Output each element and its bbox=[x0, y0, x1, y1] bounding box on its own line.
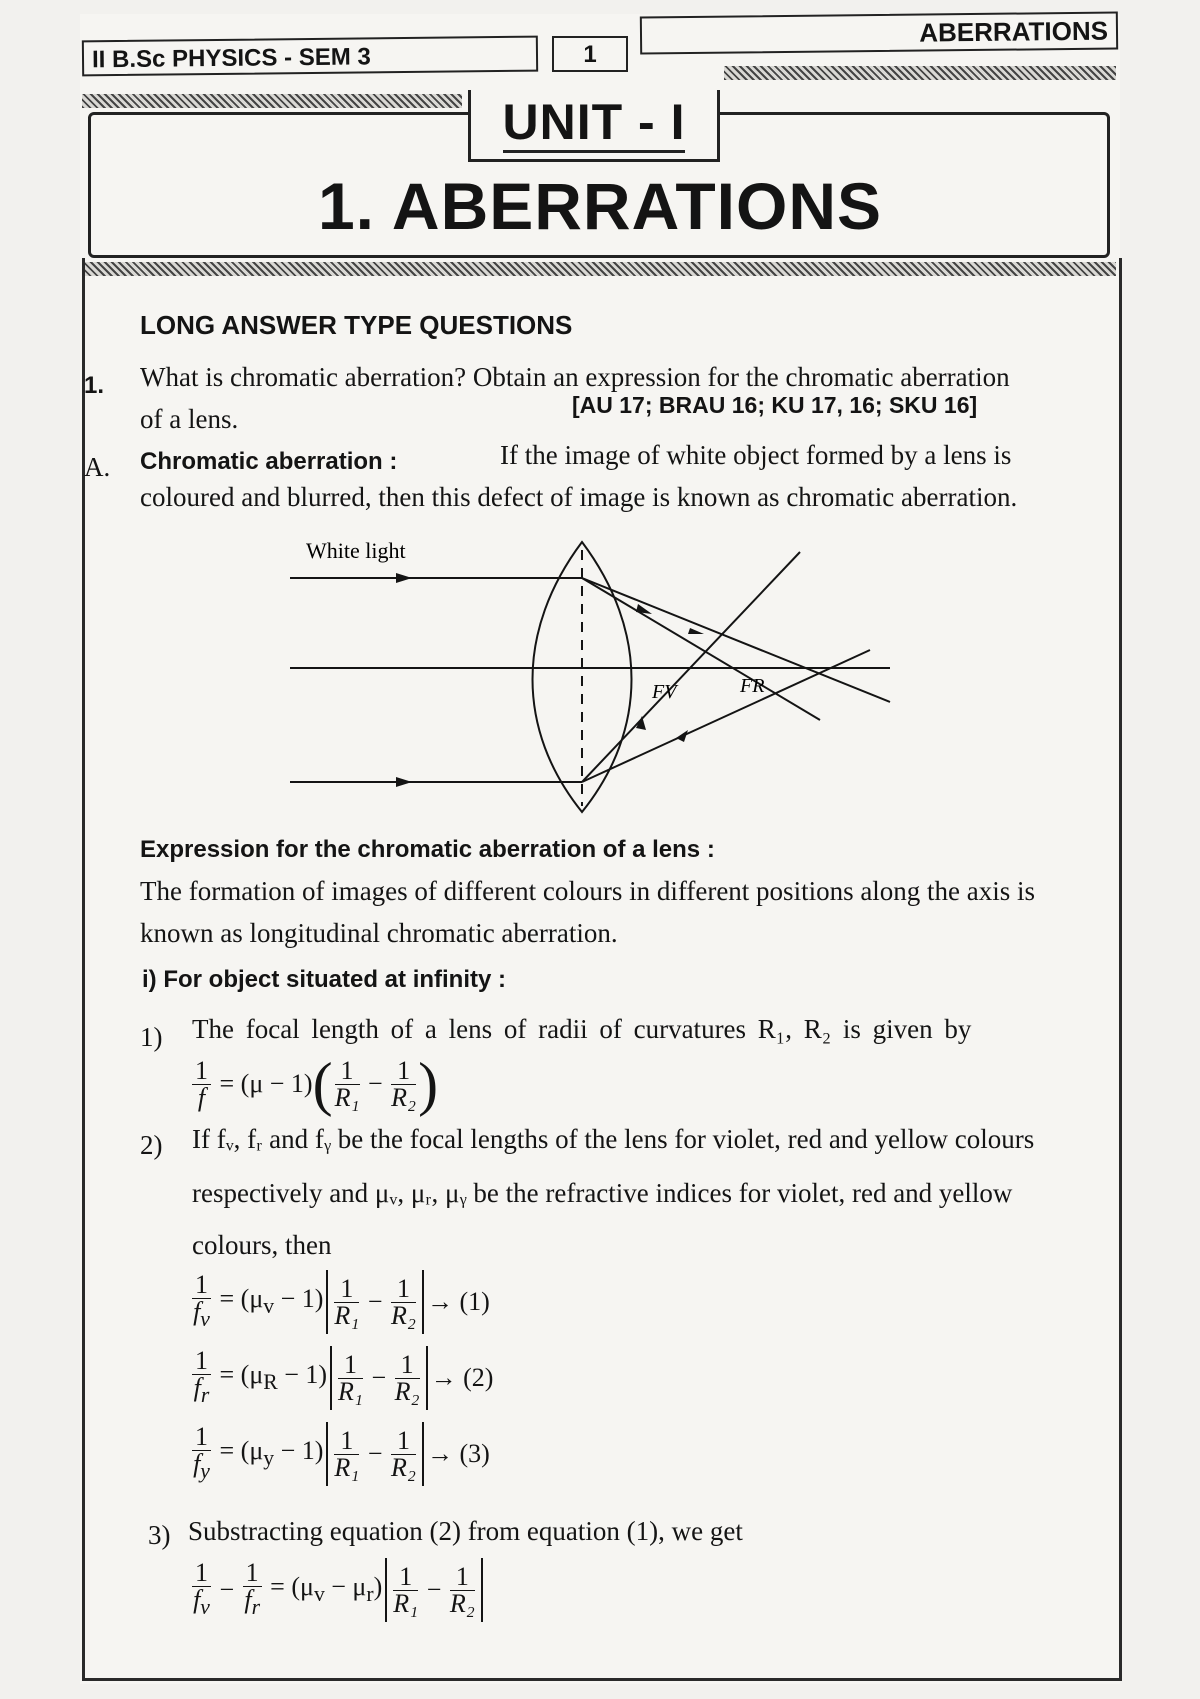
expression-heading: Expression for the chromatic aberration of a lens : bbox=[140, 836, 715, 863]
unit-label: UNIT - I bbox=[468, 90, 720, 162]
hatch-band-top-right bbox=[724, 66, 1116, 80]
header-chapter: ABERRATIONS bbox=[640, 11, 1118, 54]
step-3-text: Substracting equation (2) from equation (1), we get bbox=[188, 1516, 743, 1546]
equation-2-tag: → (2) bbox=[430, 1363, 494, 1392]
equation-1: $\frac{1}{f_v}$ = $(\mu_v - 1)$ $\frac{1}{\text{R₁}}$ − $\frac{1}{\text{R₂}}$ → (1) bbox=[190, 1270, 490, 1334]
expression-line-1: The formation of images of different colours in different positions along the axis is bbox=[140, 876, 1036, 906]
equation-focal-length: $\frac{1}{f}$ = (μ − 1) ( $\frac{1}{\text{R₁}}$ − $\frac{1}{\text{R₂}}$ ) bbox=[190, 1054, 438, 1114]
equation-1-tag: → (1) bbox=[426, 1287, 490, 1316]
answer-line-2: coloured and blurred, then this defect of image is known as chromatic aberration. bbox=[140, 482, 1018, 512]
equation-difference: $\frac{1}{f_v}$ − $\frac{1}{f_r}$ = $(\mu_v - \mu_r)$ $\frac{1}{\text{R₁}}$ − $\frac{1}{\text{R₂}}$ bbox=[190, 1558, 486, 1622]
refracted-violet-top bbox=[582, 578, 820, 720]
equation-2: $\frac{1}{f_r}$ = $(\mu_R - 1)$ $\frac{1}{\text{R₁}}$ − $\frac{1}{\text{R₂}}$ → (2) bbox=[190, 1346, 493, 1410]
step-2-line-3: colours, then bbox=[192, 1230, 332, 1260]
question-line-1: What is chromatic aberration? Obtain an expression for the chromatic aberration bbox=[140, 362, 1010, 392]
arrow-head bbox=[396, 777, 412, 787]
question-reference: [AU 17; BRAU 16; KU 17, 16; SKU 16] bbox=[572, 392, 978, 418]
answer-label: A. bbox=[84, 452, 111, 482]
question-number: 1. bbox=[84, 372, 105, 399]
case-heading: i) For object situated at infinity : bbox=[142, 966, 507, 993]
question-line-2: of a lens. bbox=[140, 404, 239, 434]
header-page-number: 1 bbox=[552, 36, 628, 72]
equation-3-tag: → (3) bbox=[426, 1439, 490, 1468]
answer-term: Chromatic aberration : bbox=[140, 448, 398, 475]
arrow-head bbox=[396, 573, 412, 583]
step-2-line-2: respectively and μᵥ, μᵣ, μᵧ be the refractive indices for violet, red and yellow bbox=[192, 1178, 1013, 1208]
arrow-head bbox=[688, 628, 704, 634]
step-2-number: 2) bbox=[140, 1130, 163, 1160]
step-1-text: The focal length of a lens of radii of curvatures R₁, R₂ is given by bbox=[192, 1014, 972, 1044]
step-3-number: 3) bbox=[148, 1520, 171, 1550]
equation-3: $\frac{1}{f_y}$ = $(\mu_y - 1)$ $\frac{1}{\text{R₁}}$ − $\frac{1}{\text{R₂}}$ → (3) bbox=[190, 1422, 490, 1486]
answer-line-1: If the image of white object formed by a lens is bbox=[500, 440, 1012, 470]
hatch-band-top-left bbox=[82, 94, 462, 108]
chromatic-aberration-diagram bbox=[280, 530, 900, 820]
focus-red-label: FR bbox=[740, 675, 765, 697]
focus-violet-label: FV bbox=[652, 681, 677, 703]
refracted-red-bottom bbox=[582, 650, 870, 782]
expression-line-2: known as longitudinal chromatic aberration. bbox=[140, 918, 618, 948]
chapter-title: 1. ABERRATIONS bbox=[317, 169, 883, 243]
section-heading: LONG ANSWER TYPE QUESTIONS bbox=[140, 310, 573, 340]
header-course: II B.Sc PHYSICS - SEM 3 bbox=[82, 36, 538, 77]
arrow-head bbox=[676, 730, 688, 742]
step-1-number: 1) bbox=[140, 1022, 163, 1052]
step-2-line-1: If fᵥ, fᵣ and fᵧ be the focal lengths of the lens for violet, red and yellow colours bbox=[192, 1124, 1035, 1154]
white-light-label: White light bbox=[306, 538, 406, 563]
